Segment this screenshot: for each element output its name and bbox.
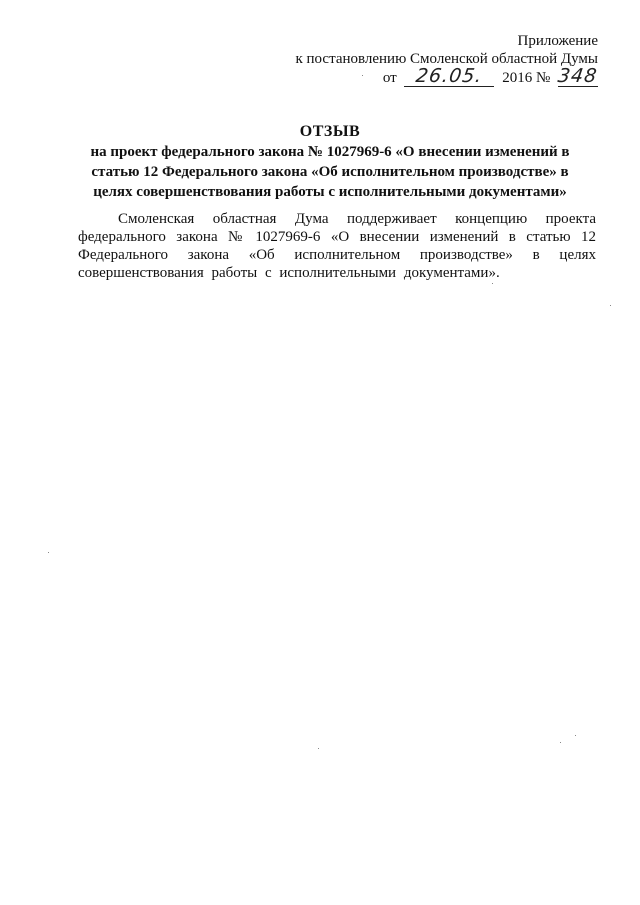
body-paragraph: Смоленская областная Дума поддерживает концепцию проекта федерального закона № 1027969-6 «О внесении изменений в статью 12 Федерального закона «Об исполнительном производстве» в целях совершенствования работы с исполнительными документами».: [78, 211, 596, 281]
year-number-label: 2016 №: [502, 70, 551, 86]
scan-speck: [492, 283, 493, 284]
annex-date-line: [382, 65, 600, 87]
scan-speck: [362, 75, 363, 76]
document-title: [60, 122, 600, 202]
title-main: ОТЗЫВ: [299, 123, 361, 140]
title-line-3: целях совершенствования работы с исполнительными документами»: [93, 184, 567, 200]
handwritten-date: 26.05.: [414, 65, 485, 87]
number-blank: [556, 65, 600, 87]
date-prefix: от: [382, 70, 397, 86]
scan-speck: [48, 552, 49, 553]
annex-resolution-ref: к постановлению Смоленской областной Думы: [295, 51, 598, 67]
scan-speck: [560, 742, 561, 743]
scan-speck: [575, 735, 576, 736]
scan-speck: [318, 748, 319, 749]
title-line-2: статью 12 Федерального закона «Об исполнительном производстве» в: [91, 164, 569, 180]
date-blank: [404, 65, 494, 87]
annex-header: [295, 32, 598, 87]
handwritten-number: 348: [556, 65, 600, 87]
scan-speck: [610, 305, 611, 306]
annex-title: Приложение: [517, 33, 598, 49]
title-line-1: на проект федерального закона № 1027969-6 «О внесении изменений в: [90, 144, 570, 160]
